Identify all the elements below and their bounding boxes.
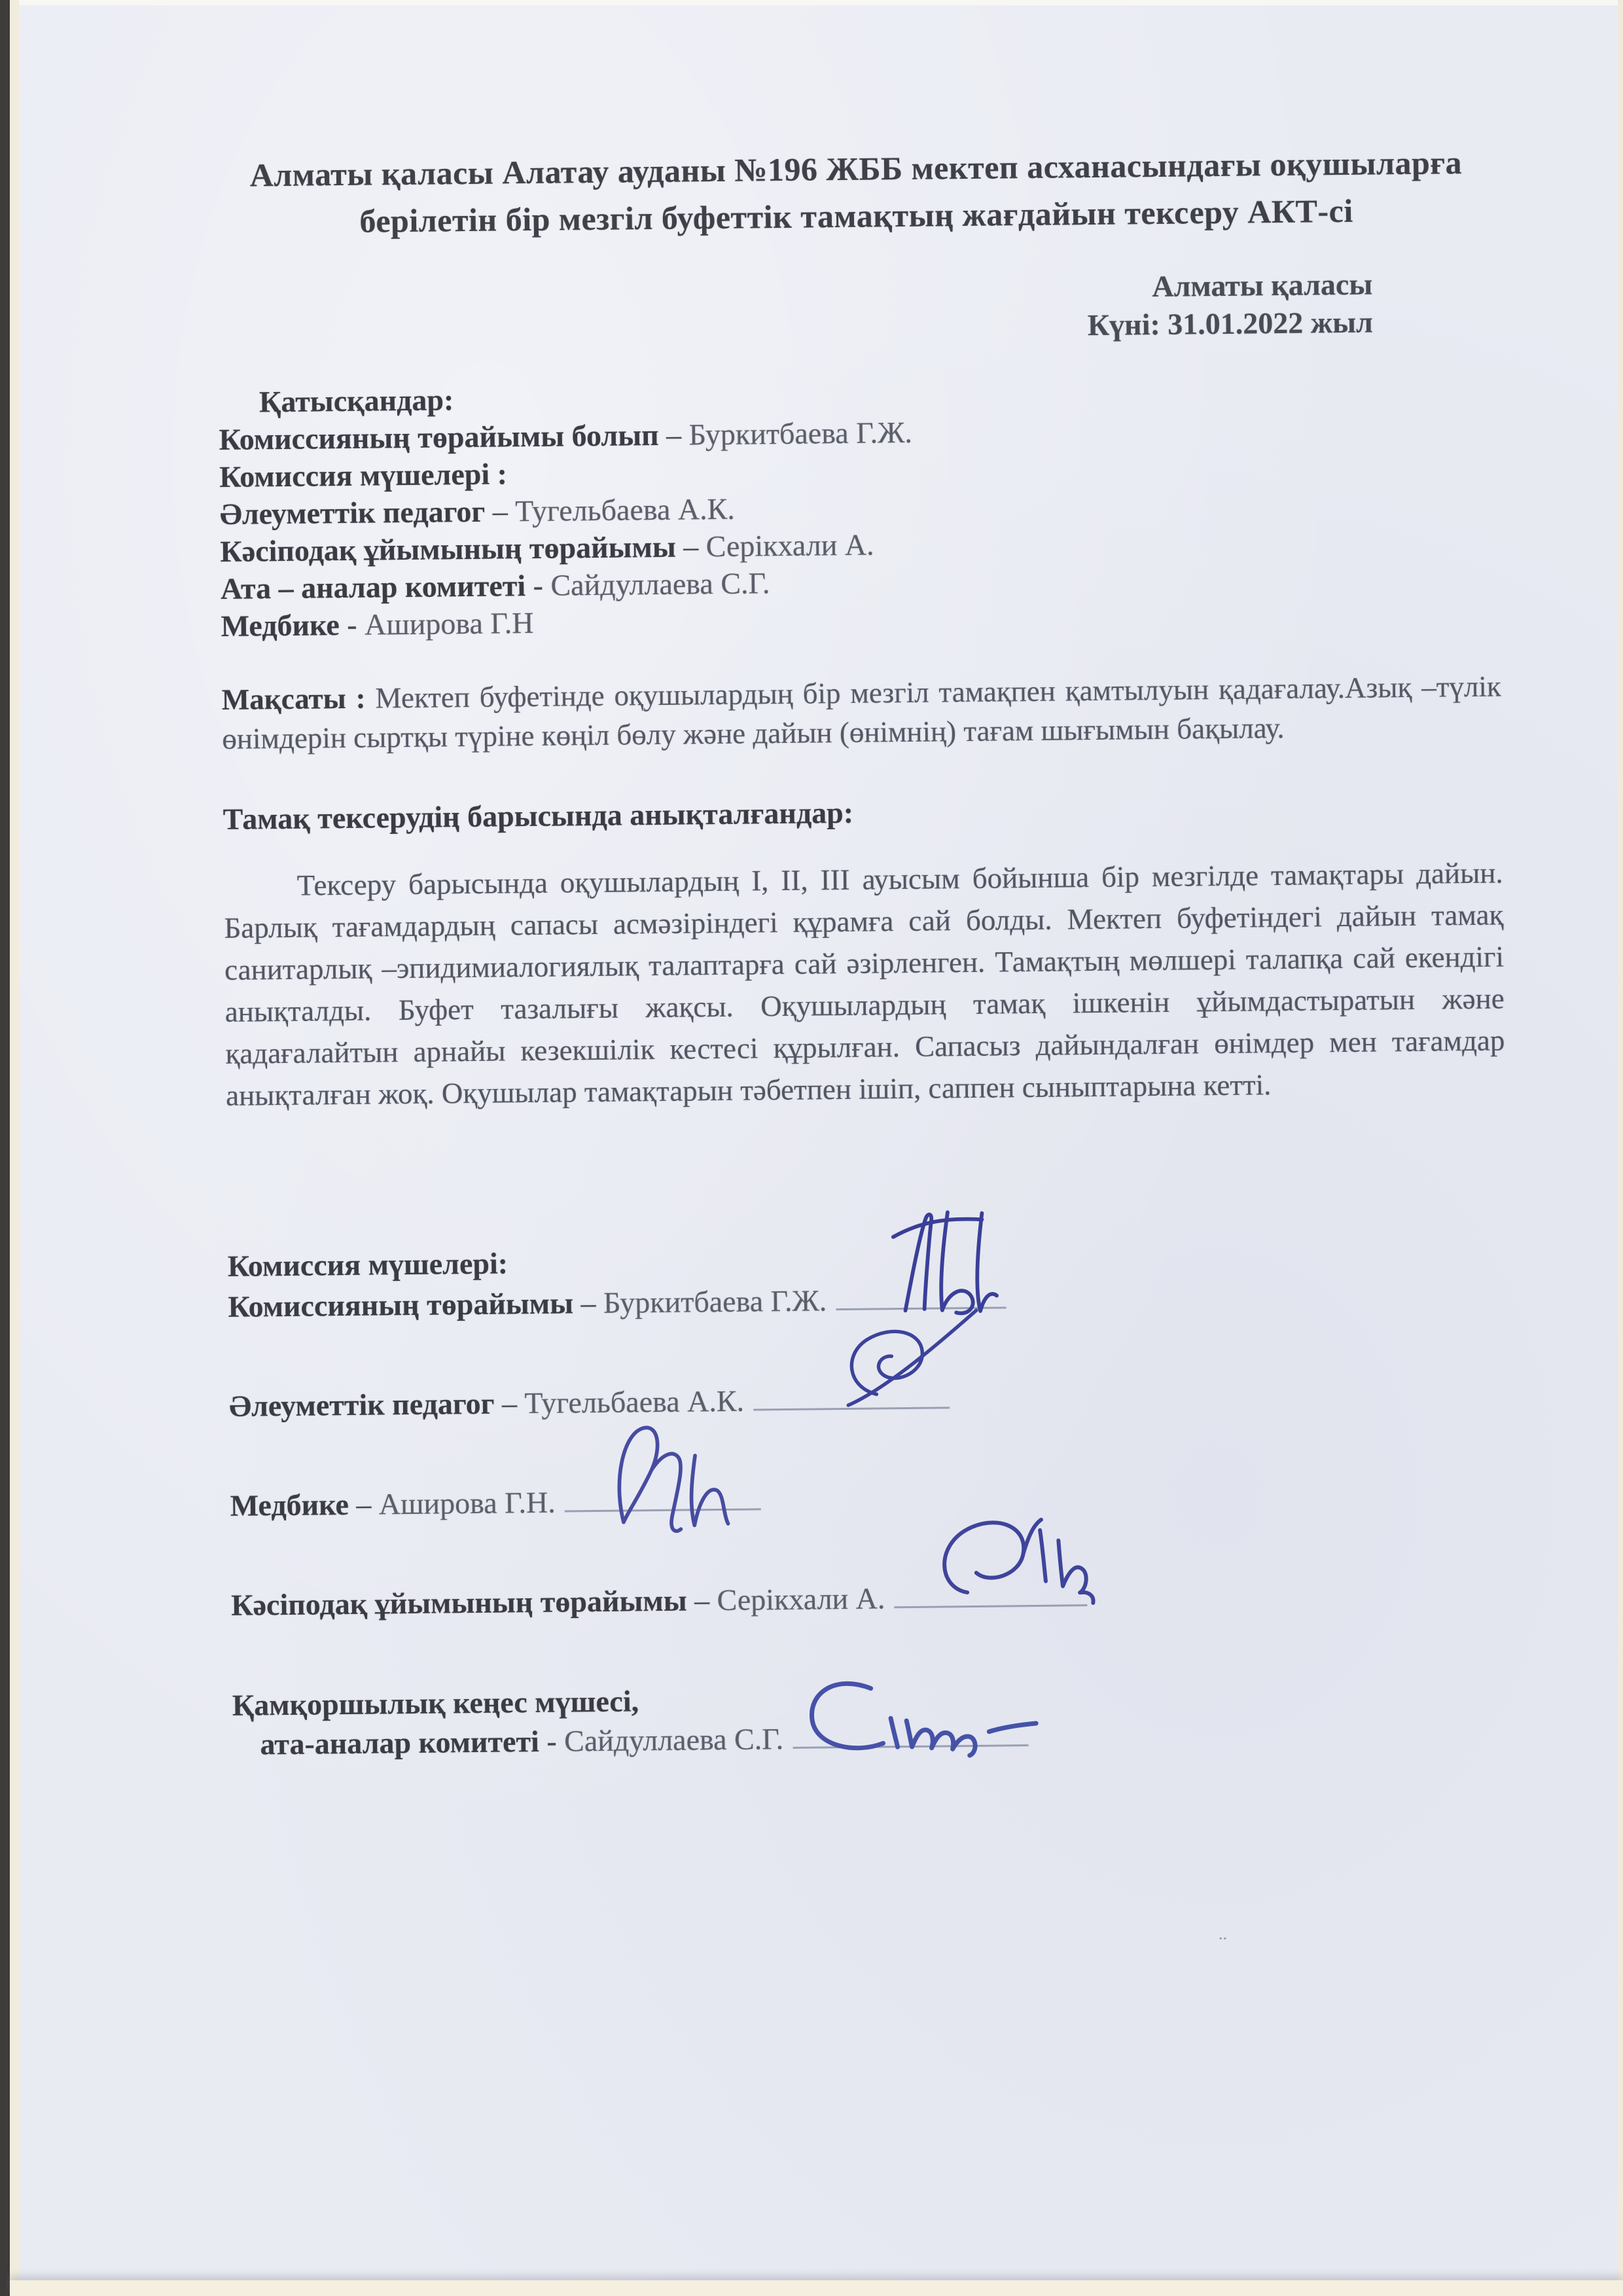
signature-name: Аширова Г.Н. bbox=[378, 1485, 556, 1521]
participant-name: Сайдуллаева С.Г. bbox=[550, 566, 770, 602]
participant-separator: - bbox=[346, 607, 357, 641]
signature-name: Серікхали А. bbox=[717, 1581, 885, 1617]
participant-role: Кәсіподақ ұйымының төрайымы bbox=[220, 529, 676, 568]
signature-separator: – bbox=[501, 1386, 518, 1420]
participant-role: Ата – аналар комитеті bbox=[220, 569, 526, 605]
place-date-block bbox=[217, 264, 1497, 353]
signature-tugelbaeva-ink bbox=[830, 1304, 985, 1413]
signature-line bbox=[894, 1596, 1087, 1608]
participant-name: Буркитбаева Г.Ж. bbox=[688, 415, 913, 452]
scan-edge-left bbox=[0, 0, 10, 2296]
document-title bbox=[216, 139, 1496, 246]
signature-line bbox=[793, 1736, 1028, 1749]
city-line: Алматы қаласы bbox=[1152, 267, 1373, 304]
participant-role: Әлеуметтік педагог bbox=[219, 494, 486, 531]
scan-edge-right bbox=[1618, 0, 1623, 2296]
participant-role: Комиссия мүшелері : bbox=[219, 457, 508, 493]
signature-line bbox=[836, 1299, 1006, 1310]
participant-separator: – bbox=[666, 418, 682, 452]
scan-strip-left bbox=[10, 0, 19, 2296]
participants-list bbox=[219, 370, 1501, 645]
signature-role: Комиссияның төрайымы bbox=[228, 1286, 574, 1323]
title-line-1: Алматы қаласы Алатау ауданы №196 ЖББ мектеп асханасындағы оқушыларға bbox=[249, 144, 1463, 194]
participant-role: Комиссияның төрайымы болып bbox=[219, 418, 659, 456]
signature-ashirova-ink bbox=[599, 1412, 745, 1537]
signatures-heading: Комиссия мүшелері: bbox=[227, 1246, 508, 1283]
signature-row-parents-committee bbox=[232, 1672, 1512, 1764]
signature-name: Буркитбаева Г.Ж. bbox=[603, 1283, 827, 1319]
signature-role: Әлеуметтік педагог bbox=[228, 1386, 495, 1423]
participants-heading: Қатысқандар: bbox=[259, 383, 454, 419]
signature-row-social-pedagogue bbox=[229, 1374, 1509, 1425]
participant-separator: - bbox=[533, 568, 544, 602]
purpose-text: Мектеп буфетінде оқушылардың бір мезгіл тамақпен қамтылуын қадағалау.Азық –түлік өнімдерін сыртқы түріне көңіл бөлу және дайын (өнімнің) тағам шығымын бақылау. bbox=[222, 670, 1501, 755]
scan-edge-bottom bbox=[10, 2280, 1623, 2296]
document-content bbox=[216, 139, 1512, 1765]
signature-row-nurse bbox=[230, 1473, 1510, 1524]
participant-name: Аширова Г.Н bbox=[364, 605, 534, 641]
signature-line bbox=[565, 1500, 761, 1512]
signature-name: Сайдуллаева С.Г. bbox=[563, 1722, 784, 1758]
date-line: Күні: 31.01.2022 жыл bbox=[1087, 305, 1374, 342]
signature-row-union-chairwoman bbox=[231, 1573, 1511, 1624]
scan-edge-top bbox=[19, 0, 1618, 5]
signature-separator: – bbox=[694, 1583, 710, 1617]
title-line-2: берілетін бір мезгіл буфеттік тамақтың жағдайын тексеру АКТ-сі bbox=[359, 192, 1353, 240]
participant-name: Серікхали А. bbox=[705, 528, 874, 564]
participant-separator: – bbox=[492, 494, 508, 528]
signature-block bbox=[228, 1234, 1512, 1764]
scan-speck: .. bbox=[1219, 1924, 1227, 1943]
signature-separator: – bbox=[580, 1286, 596, 1320]
participant-separator: – bbox=[683, 529, 699, 564]
signature-role: ата-аналар комитеті bbox=[260, 1724, 540, 1761]
purpose-label: Мақсаты : bbox=[221, 681, 366, 716]
participant-role: Медбике bbox=[221, 608, 340, 643]
signature-separator: – bbox=[356, 1487, 372, 1521]
signature-line bbox=[753, 1399, 950, 1410]
findings-paragraph: Тексеру барысында оқушылардың I, II, III ауысым бойынша бір мезгілде тамақтары дайын. Барлық тағамдардың сапасы асмәзіріндегі құрамға сай болды. Мектеп буфетіндегі дайын тамақ санитарлық –эпидимиалогиялық талаптарға сай әзірленген. Тамақтың мөлшері талапқа сай екендігі анықталды. Буфет тазалығы жақсы. Оқушылардың тамақ ішкенін ұйымдастыратын және қадағалайтын арнайы кезекшілік кестесі құрылған. Сапасыз дайындалған өнімдер мен тағамдар анықталған жоқ. Оқушылар тамақтарын тәбетпен ішіп, саппен сыныптарына кетті. bbox=[224, 856, 1505, 1112]
signature-role: Кәсіподақ ұйымының төрайымы bbox=[230, 1583, 687, 1622]
signature-name: Тугельбаева А.К. bbox=[524, 1384, 745, 1420]
signature-role: Медбике bbox=[230, 1487, 349, 1522]
signature-role-pre-line: Қамқоршылық кеңес мүшесі, bbox=[232, 1684, 639, 1722]
signature-separator: - bbox=[546, 1724, 557, 1758]
purpose-paragraph bbox=[221, 666, 1501, 758]
findings-heading: Тамақ тексерудің барысында анықталғандар: bbox=[223, 795, 854, 836]
participant-name: Тугельбаева А.К. bbox=[514, 492, 736, 528]
